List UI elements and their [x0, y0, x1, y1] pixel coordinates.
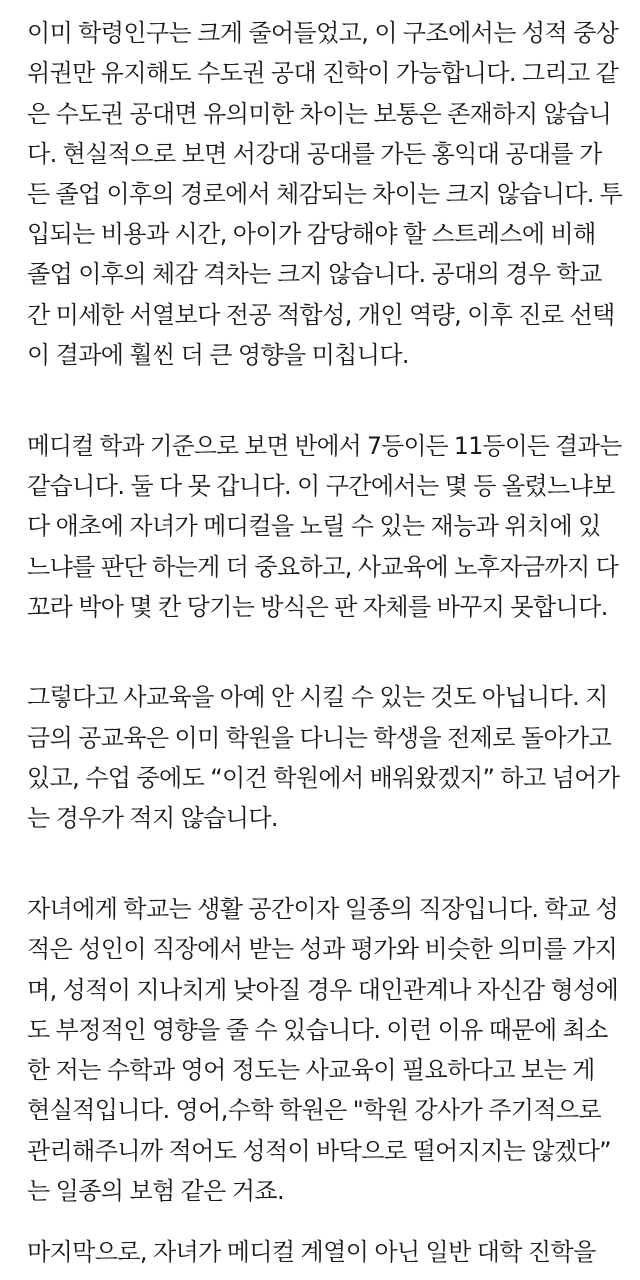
text-line: 그렇다고 사교육을 아예 안 시킬 수 있는 것도 아닙니다. 지 — [27, 683, 608, 711]
text-line: 같습니다. 둘 다 못 갑니다. 이 구간에서는 몇 등 올렸느냐보 — [27, 472, 615, 500]
text-line: 한 저는 수학과 영어 정도는 사교육이 필요하다고 보는 게 — [27, 1056, 595, 1084]
text-line: 관리해주니까 적어도 성적이 바닥으로 떨어지지는 않겠다” — [27, 1137, 611, 1165]
text-line: 현실적입니다. 영어,수학 학원은 "학원 강사가 주기적으로 — [27, 1096, 602, 1124]
text-line: 간 미세한 서열보다 전공 적합성, 개인 역량, 이후 진로 선택 — [27, 301, 615, 329]
text-line: 이 결과에 훨씬 더 큰 영향을 미칩니다. — [27, 341, 409, 369]
text-line: 이미 학령인구는 크게 줄어들었고, 이 구조에서는 성적 중상 — [27, 19, 619, 47]
text-line: 다. 현실적으로 보면 서강대 공대를 가든 홍익대 공대를 가 — [27, 140, 602, 168]
text-line: 도 부정적인 영향을 줄 수 있습니다. 이런 이유 때문에 최소 — [27, 1016, 608, 1044]
text-line: 다 애초에 자녀가 메디컬을 노릴 수 있는 재능과 위치에 있 — [27, 512, 601, 540]
text-line: 입되는 비용과 시간, 아이가 감당해야 할 스트레스에 비해 — [27, 220, 596, 248]
text-line: 금의 공교육은 이미 학원을 다니는 학생을 전제로 돌아가고 — [27, 724, 612, 752]
text-line: 마지막으로, 자녀가 메디컬 계열이 아닌 일반 대학 진학을 — [27, 1238, 596, 1266]
text-line: 는 경우가 적지 않습니다. — [27, 804, 278, 832]
text-line: 메디컬 학과 기준으로 보면 반에서 7등이든 11등이든 결과는 — [27, 432, 622, 460]
text-line: 든 졸업 이후의 경로에서 체감되는 차이는 크지 않습니다. 투 — [27, 180, 623, 208]
text-line: 적은 성인이 직장에서 받는 성과 평가와 비슷한 의미를 가지 — [27, 935, 618, 963]
text-line: 꼬라 박아 몇 칸 당기는 방식은 판 자체를 바꾸지 못합니다. — [27, 593, 608, 621]
text-line: 은 수도권 공대면 유의미한 차이는 보통은 존재하지 않습니 — [27, 100, 612, 128]
text-line: 있고, 수업 중에도 “이건 학원에서 배워왔겠지” 하고 넘어가 — [27, 764, 620, 792]
text-line: 며, 성적이 지나치게 낮아질 경우 대인관계나 자신감 형성에 — [27, 976, 619, 1004]
text-line: 위권만 유지해도 수도권 공대 진학이 가능합니다. 그리고 같 — [27, 59, 619, 87]
text-line: 졸업 이후의 체감 격차는 크지 않습니다. 공대의 경우 학교 — [27, 260, 602, 288]
text-line: 느냐를 판단 하는게 더 중요하고, 사교육에 노후자금까지 다 — [27, 553, 619, 581]
text-line: 자녀에게 학교는 생활 공간이자 일종의 직장입니다. 학교 성 — [27, 895, 619, 923]
text-line: 는 일종의 보험 같은 거죠. — [27, 1177, 284, 1205]
